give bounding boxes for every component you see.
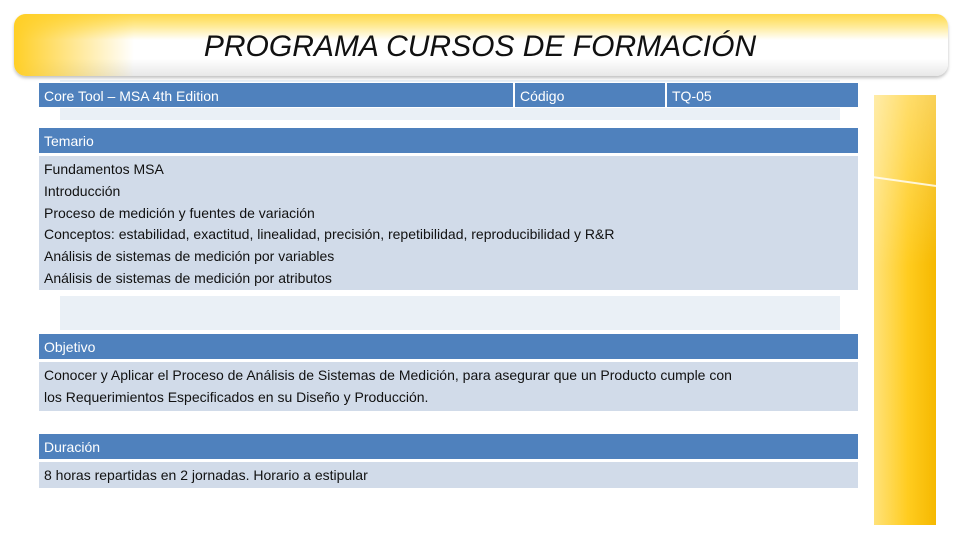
objetivo-content-cell: [38, 361, 859, 412]
objetivo-line: Conocer y Aplicar el Proceso de Análisis de Sistemas de Medición, para asegurar que un Producto cumple con: [44, 367, 732, 383]
duracion-text: 8 horas repartidas en 2 jornadas. Horario a estipular: [44, 467, 368, 483]
right-yellow-decoration: [872, 95, 936, 525]
temario-content-cell: [38, 155, 859, 291]
code-label-cell: [514, 82, 666, 108]
course-name-cell: [38, 82, 514, 108]
temario-item: Introducción: [44, 182, 121, 199]
temario-item: Análisis de sistemas de medición por atributos: [44, 269, 332, 286]
duracion-heading-cell: [38, 433, 859, 460]
temario-item: Fundamentos MSA: [44, 161, 164, 177]
temario-heading-cell: [38, 127, 859, 154]
course-name: Core Tool – MSA 4th Edition: [44, 88, 219, 104]
temario-heading: Temario: [44, 133, 94, 149]
code-value-cell: [666, 82, 859, 108]
duracion-content-cell: [38, 461, 859, 489]
page-title: PROGRAMA CURSOS DE FORMACIÓN: [203, 30, 757, 63]
objetivo-heading: Objetivo: [44, 339, 96, 355]
temario-item: Proceso de medición y fuentes de variación: [44, 204, 315, 221]
temario-item: Análisis de sistemas de medición por variables: [44, 248, 335, 265]
objetivo-heading-cell: [38, 333, 859, 360]
duracion-heading: Duración: [44, 439, 101, 455]
objetivo-line: los Requerimientos Especificados en su Diseño y Producción.: [44, 388, 429, 405]
code-value: TQ-05: [672, 88, 712, 104]
temario-item: Conceptos: estabilidad, exactitud, linealidad, precisión, repetibilidad, reproducibilidad y R&R: [44, 226, 615, 243]
watermark-band-middle: [60, 296, 840, 330]
code-label: Código: [520, 88, 565, 104]
